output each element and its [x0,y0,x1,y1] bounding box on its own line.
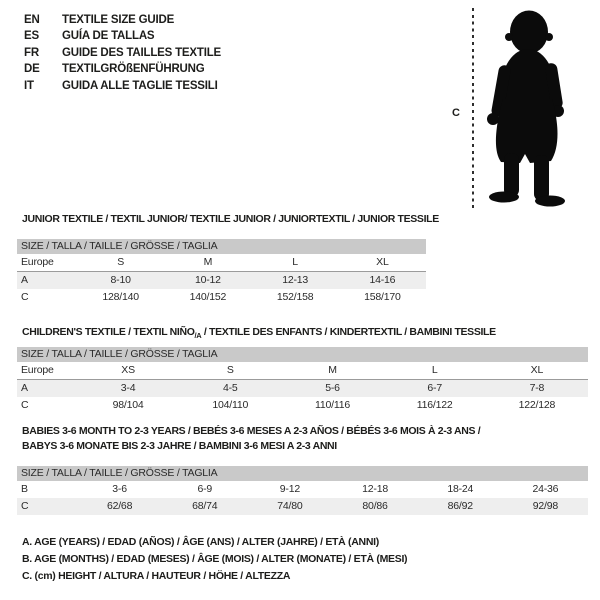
lang-title: GUÍA DE TALLAS [62,30,155,43]
size-cell: 68/74 [192,500,218,512]
size-cell: 158/170 [364,291,401,303]
lang-code: IT [24,79,34,92]
junior-europe-row [17,254,426,272]
size-cell: M [328,364,337,376]
size-cell: M [203,256,213,268]
size-cell: 9-12 [279,483,301,495]
size-cell: 12-18 [362,483,388,495]
lang-row-it [24,78,221,94]
children-size-table [17,347,588,414]
size-cell: 74/80 [277,500,303,512]
size-cell: S [117,256,125,268]
size-cell: L [431,364,438,376]
lang-row-fr [24,45,221,61]
size-cell: 6-7 [427,382,442,394]
size-cell: 122/128 [518,399,556,411]
children-title-prefix: CHILDREN'S TEXTILE / TEXTIL NIÑO [22,326,195,338]
children-title-suffix: / TEXTILE DES ENFANTS / KINDERTEXTIL / BAMBINI TESSILE [201,326,496,338]
size-cell: 18-24 [447,483,474,495]
children-europe-row [17,362,588,380]
size-cell: 98/104 [112,399,144,411]
size-cell: S [226,364,234,376]
size-cell: 24-36 [532,483,559,495]
legend-line-b: B. AGE (MONTHS) / EDAD (MESES) / ÂGE (MOIS) / ALTER (MONATE) / ETÀ (MESI) [22,553,408,565]
lang-row-es [24,28,221,44]
junior-age-row [17,272,426,289]
babies-size-header-bar: SIZE / TALLA / TAILLE / GRÖSSE / TAGLIA [17,466,588,481]
size-cell: 4-5 [223,382,238,394]
babies-section-title [22,424,480,454]
junior-size-table [17,239,426,306]
size-cell: XL [376,256,389,268]
height-measure-label: C [452,107,460,119]
size-cell: 3-6 [112,483,127,495]
size-cell: 116/122 [416,399,453,411]
size-cell: 110/116 [314,399,350,411]
size-cell: 86/92 [447,500,473,512]
row-label: Europe [21,364,54,376]
lang-row-en [24,12,221,28]
row-label: A [21,274,28,286]
lang-code: FR [24,46,39,59]
children-age-row [17,380,588,397]
row-label: C [21,500,29,512]
size-cell: 5-6 [325,382,340,394]
size-cell: 10-12 [194,274,221,286]
size-cell: 7-8 [529,382,545,394]
lang-title: GUIDE DES TAILLES TEXTILE [62,46,221,59]
babies-size-table [17,466,588,515]
legend-line-c: C. (cm) HEIGHT / ALTURA / HAUTEUR / HÖHE / ALTEZZA [22,570,291,582]
babies-title-line2: BABYS 3-6 MONATE BIS 2-3 JAHRE / BAMBINI 3-6 MESI A 2-3 ANNI [22,440,337,452]
size-cell: XL [530,364,544,376]
size-cell: 12-13 [282,274,309,286]
row-label: C [21,399,29,411]
row-label: C [21,291,29,303]
children-height-row [17,397,588,414]
size-cell: 140/152 [189,291,227,303]
row-label: B [21,483,28,495]
lang-row-de [24,61,221,77]
lang-title: TEXTILE SIZE GUIDE [62,14,175,26]
row-label: A [21,382,28,394]
babies-title-line1: BABIES 3-6 MONTH TO 2-3 YEARS / BEBÉS 3-6 MESES A 2-3 AÑOS / BÉBÉS 3-6 MOIS À 2-3 ANS / [22,425,481,437]
junior-section-title: JUNIOR TEXTILE / TEXTIL JUNIOR/ TEXTILE JUNIOR / JUNIORTEXTIL / JUNIOR TESSILE [22,213,439,225]
children-title-subscript: /A [194,331,202,341]
size-cell: XS [121,364,135,376]
lang-code: ES [24,30,39,43]
children-size-header-bar: SIZE / TALLA / TAILLE / GRÖSSE / TAGLIA [17,347,588,362]
children-section-title [22,325,496,343]
size-cell: 80/86 [362,500,388,512]
babies-months-row [17,481,588,498]
size-cell: 3-4 [120,382,136,394]
lang-title: TEXTILGRÖßENFÜHRUNG [62,63,205,76]
size-cell: 14-16 [369,274,396,286]
size-cell: 8-10 [110,274,131,286]
size-cell: 62/68 [106,500,133,512]
size-cell: L [292,256,298,268]
junior-size-header-bar: SIZE / TALLA / TAILLE / GRÖSSE / TAGLIA [17,239,426,254]
lang-code: EN [24,14,40,26]
height-measure-dotted-line [472,8,474,208]
size-cell: 152/158 [276,291,314,303]
language-title-block [24,12,221,94]
legend-line-a: A. AGE (YEARS) / EDAD (AÑOS) / ÂGE (ANS) / ALTER (JAHRE) / ETÀ (ANNI) [22,536,379,548]
row-label: Europe [21,256,54,268]
lang-title: GUIDA ALLE TAGLIE TESSILI [62,79,218,92]
size-cell: 92/98 [532,500,559,512]
babies-height-row [17,498,588,515]
junior-height-row [17,289,426,306]
size-cell: 6-9 [197,483,213,495]
size-cell: 104/110 [212,399,249,411]
baby-silhouette-icon [482,7,574,207]
measurement-legend [22,534,407,585]
size-cell: 128/140 [102,291,139,303]
lang-code: DE [24,63,40,76]
